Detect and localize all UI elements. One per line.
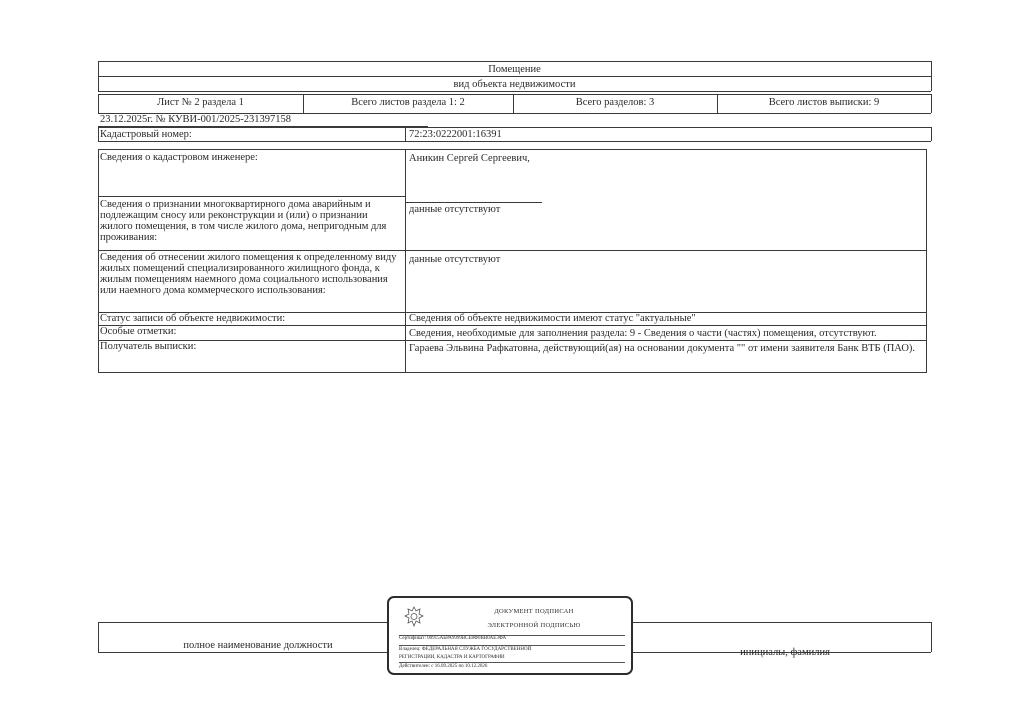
special-notes-label: Особые отметки: [100, 326, 177, 337]
name-label: инициалы, фамилия [740, 647, 830, 658]
emergency-housing-label: Сведения о признании многоквартирного дома аварийным и подлежащим сносу или реконструкции и (или) о признании жилого помещения, в том числе жилого дома, непригодным для проживания: [100, 199, 387, 243]
cadastral-number-label: Кадастровый номер: [100, 129, 192, 140]
electronic-signature-stamp [387, 596, 633, 675]
cadastral-engineer-value: Аникин Сергей Сергеевич, [409, 153, 530, 164]
cadastral-engineer-label: Сведения о кадастровом инженере: [100, 152, 258, 163]
cadastral-number-value: 72:23:0222001:16391 [409, 129, 502, 140]
stamp-certificate: Сертификат: 00915АБРА9999ВСЕ8Ф0ВВ0АЕ3ФА [399, 636, 507, 641]
sections-total: Всего разделов: 3 [575, 97, 655, 108]
stamp-owner-line1: Владелец: ФЕДЕРАЛЬНАЯ СЛУЖБА ГОСУДАРСТВЕННОЙ [399, 647, 532, 652]
recipient-label: Получатель выписки: [100, 341, 197, 352]
record-status-value: Сведения об объекте недвижимости имеют статус "актуальные" [409, 313, 696, 324]
object-type: Помещение [488, 64, 541, 75]
section-sheets-total: Всего листов раздела 1: 2 [351, 97, 465, 108]
emblem-icon [401, 604, 427, 630]
special-notes-value: Сведения, необходимые для заполнения раздела: 9 - Сведения о части (частях) помещения, отсутствуют. [409, 328, 877, 339]
object-kind-label: вид объекта недвижимости [453, 79, 576, 90]
record-status-label: Статус записи об объекте недвижимости: [100, 313, 286, 324]
stamp-title-line1: ДОКУМЕНТ ПОДПИСАН [494, 608, 574, 615]
extract-sheets-total: Всего листов выписки: 9 [768, 97, 880, 108]
specialized-fund-value: данные отсутствуют [409, 254, 501, 265]
specialized-fund-label: Сведения об отнесении жилого помещения к определенному виду жилых помещений специализированного жилищного фонда, к жилым помещениям наемного дома социального использования или наемного дома коммерческого использования: [100, 252, 397, 296]
position-label: полное наименование должности [183, 640, 333, 651]
stamp-validity: Действителен: с 16.09.2025 по 10.12.2026 [399, 664, 488, 669]
sheet-number: Лист № 2 раздела 1 [157, 97, 244, 108]
recipient-value: Гараева Эльвина Рафкатовна, действующий(ая) на основании документа "" от имени заявителя Банк ВТБ (ПАО). [409, 343, 916, 354]
stamp-owner-line2: РЕГИСТРАЦИИ, КАДАСТРА И КАРТОГРАФИИ [399, 655, 505, 660]
document-number: 23.12.2025г. № КУВИ-001/2025-231397158 [100, 114, 291, 125]
emergency-housing-value: данные отсутствуют [409, 204, 501, 215]
stamp-title-line2: ЭЛЕКТРОННОЙ ПОДПИСЬЮ [487, 622, 581, 629]
